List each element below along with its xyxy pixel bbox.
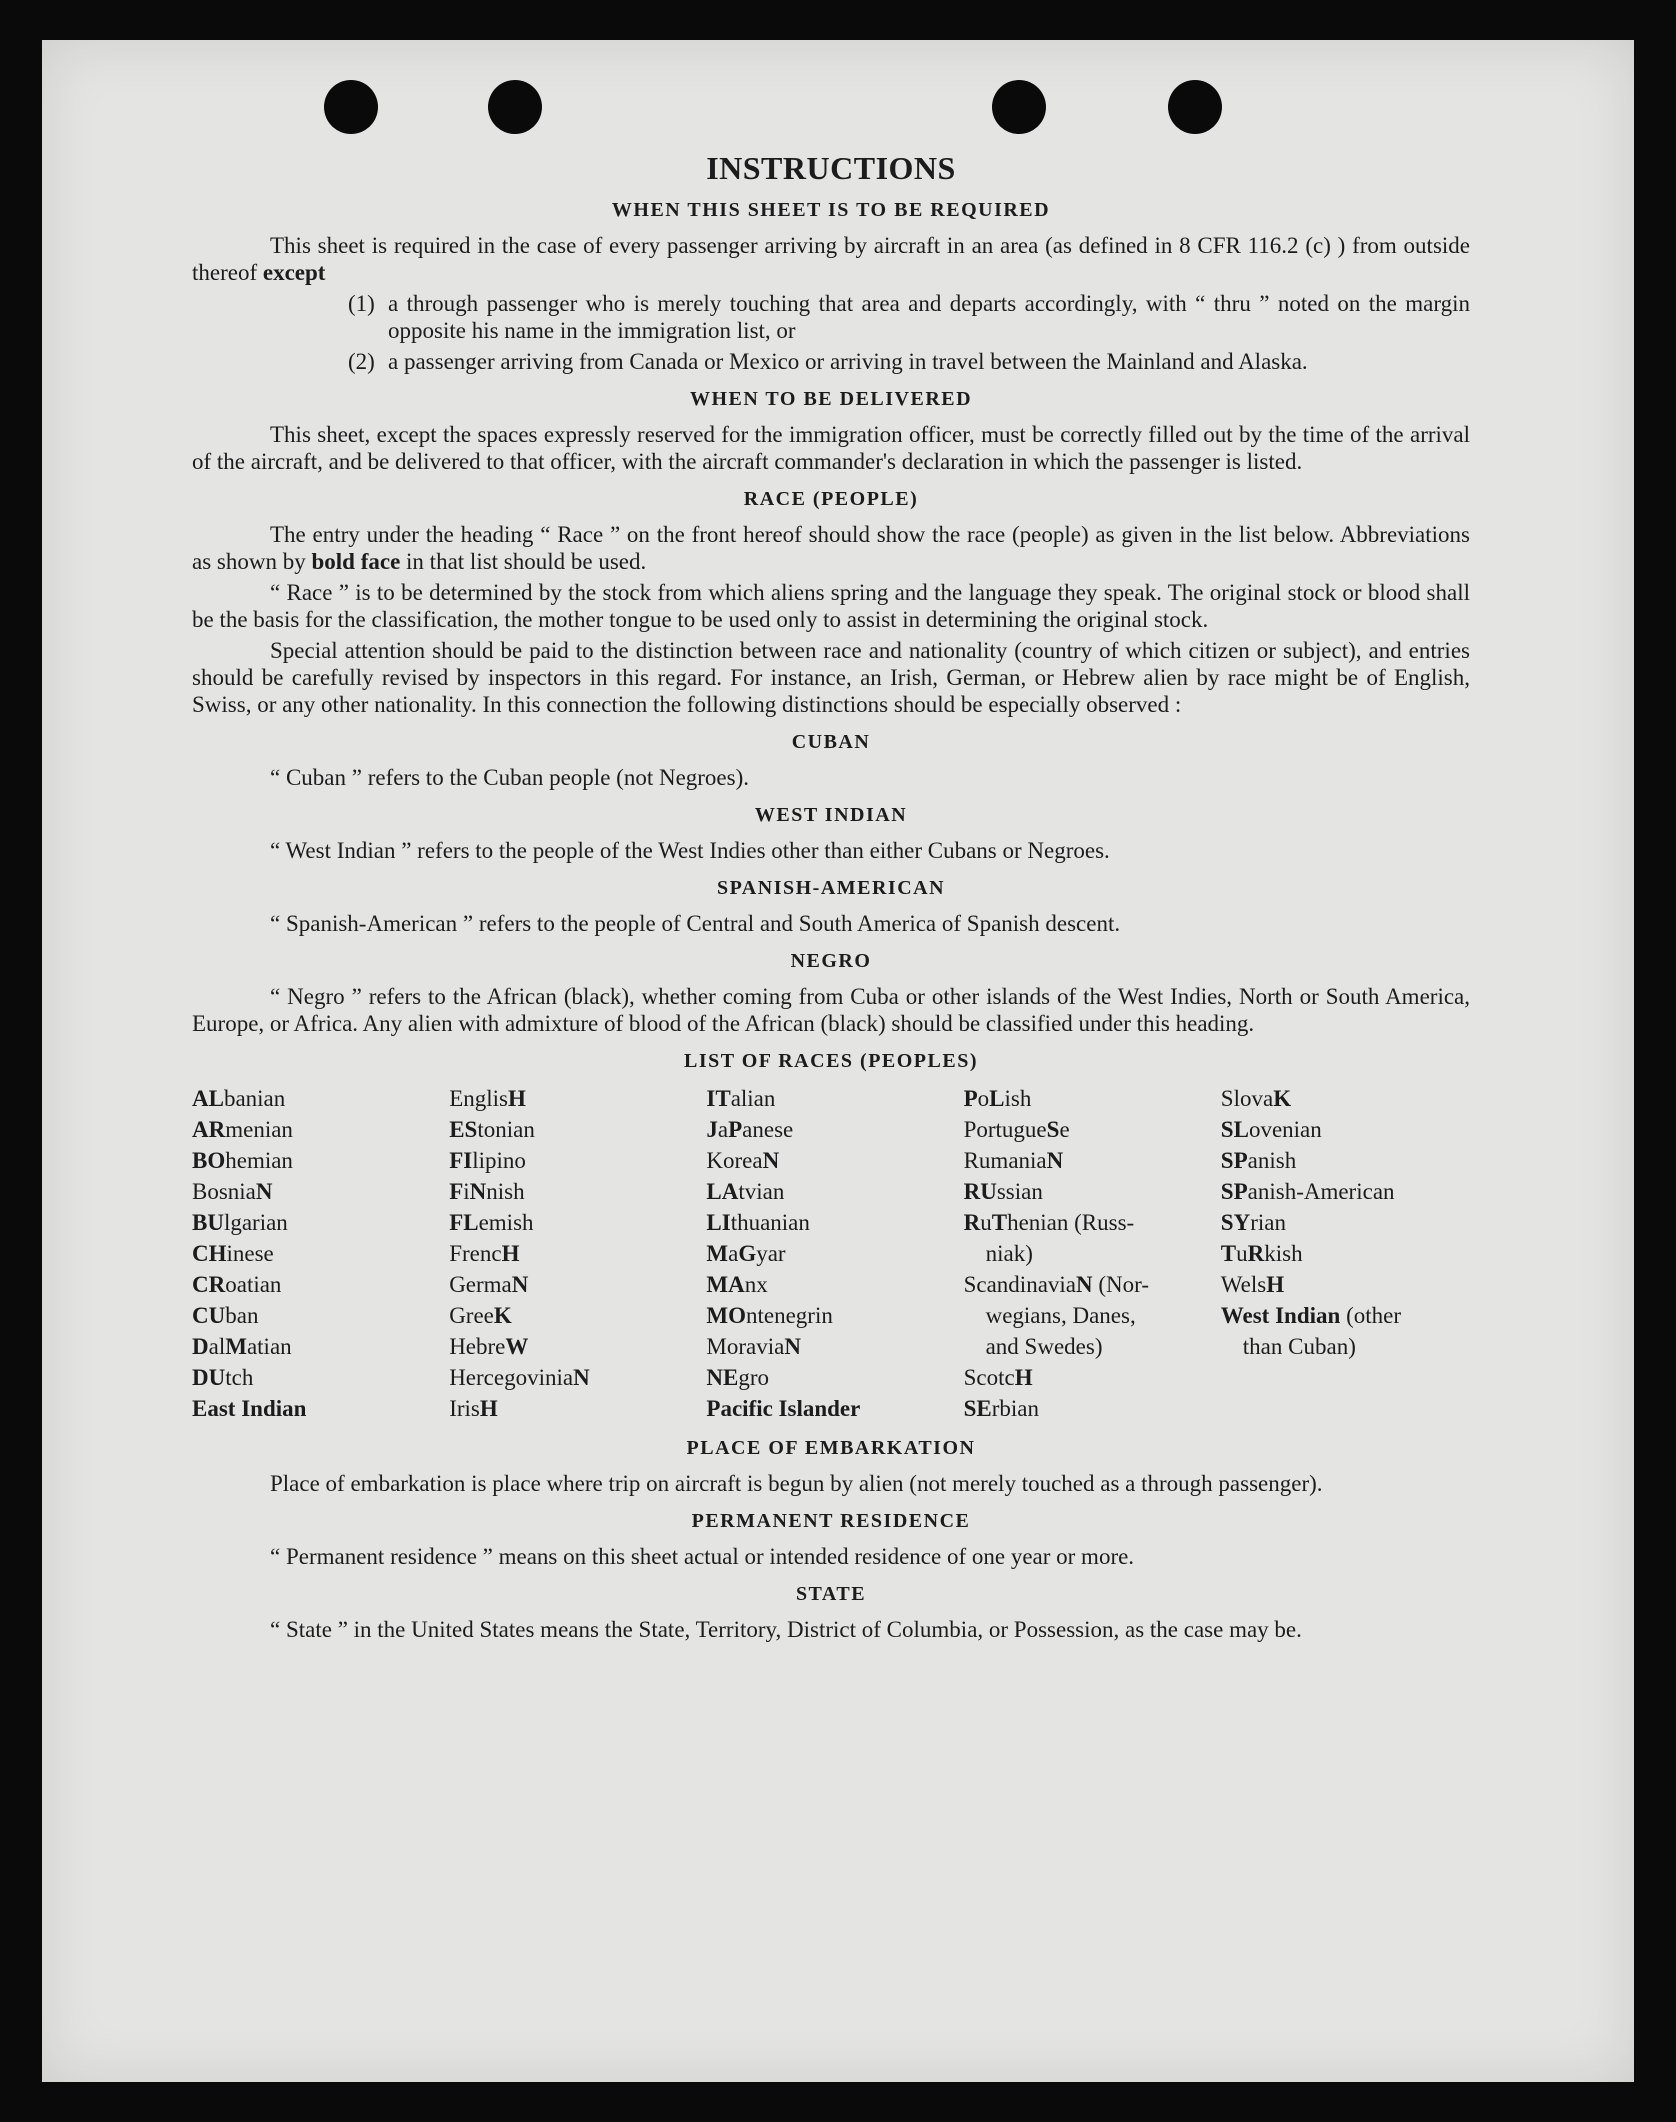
- section-heading: RACE (PEOPLE): [743, 488, 919, 510]
- race-text: o: [977, 1086, 990, 1111]
- abbrev-letters: N: [784, 1334, 801, 1359]
- race-text: a: [728, 1241, 739, 1266]
- race-text: Portugue: [963, 1117, 1047, 1142]
- abbrev-letters: W: [505, 1334, 529, 1359]
- race-entry: [449, 1393, 698, 1424]
- race-text: Iris: [449, 1396, 480, 1421]
- abbrev-letters: LI: [706, 1210, 731, 1235]
- abbrev-letters: H: [479, 1396, 498, 1421]
- race-entry: [1221, 1114, 1470, 1145]
- abbrev-letters: L: [989, 1086, 1005, 1111]
- race-entry: [449, 1362, 698, 1393]
- item-number: (2): [348, 349, 375, 374]
- race-text: Wels: [1220, 1272, 1267, 1297]
- race-entry: [1221, 1269, 1470, 1300]
- race-text: ssian: [996, 1179, 1043, 1204]
- item-text: a passenger arriving from Canada or Mexico or arriving in travel between the Mainland and Alaska.: [388, 349, 1308, 374]
- race-entry: [964, 1269, 1213, 1300]
- race-text: ovenian: [1248, 1117, 1322, 1142]
- race-text: Bosnia: [192, 1179, 256, 1204]
- paragraph: [192, 521, 1470, 575]
- punch-hole: [488, 80, 542, 134]
- race-entry: [449, 1145, 698, 1176]
- abbrev-letters: LA: [706, 1179, 739, 1204]
- punch-hole: [992, 80, 1046, 134]
- abbrev-letters: R: [1247, 1241, 1265, 1266]
- race-text: Gree: [449, 1303, 494, 1328]
- race-entry: [964, 1393, 1213, 1424]
- race-entry: [449, 1114, 698, 1145]
- race-entry: [706, 1393, 955, 1424]
- abbrev-letters: K: [493, 1303, 512, 1328]
- race-entry: [1221, 1083, 1470, 1114]
- race-entry: [1221, 1145, 1470, 1176]
- race-entry: [706, 1331, 955, 1362]
- abbrev-letters: T: [1220, 1241, 1237, 1266]
- abbrev-letters: S: [1046, 1117, 1060, 1142]
- race-entry: [192, 1238, 441, 1269]
- instructions-body: [192, 150, 1470, 1647]
- section-heading: STATE: [795, 1583, 867, 1605]
- race-entry: [449, 1238, 698, 1269]
- race-entry: [192, 1114, 441, 1145]
- race-text: (other: [1340, 1303, 1401, 1328]
- abbrev-letters: DU: [192, 1365, 226, 1390]
- races-column: [192, 1083, 441, 1424]
- race-text: tvian: [738, 1179, 785, 1204]
- race-text: ban: [225, 1303, 259, 1328]
- paragraph: “ Spanish-American ” refers to the people of Central and South America of Spanish descent.: [270, 911, 1121, 936]
- paragraph: Special attention should be paid to the distinction between race and nationality (country of which citizen or subject), and entries should be carefully revised by inspectors in this regard. For instance, an Irish, German, or Hebrew alien by race might be of English, Swiss, or any other nationality. In this connection the following distinctions should be especially observed :: [192, 638, 1470, 717]
- race-entry: [706, 1238, 955, 1269]
- abbrev-letters: CU: [192, 1303, 226, 1328]
- abbrev-letters: East Indian: [192, 1396, 307, 1421]
- abbrev-letters: MA: [706, 1272, 745, 1297]
- race-entry: [449, 1176, 698, 1207]
- race-text: inese: [226, 1241, 274, 1266]
- race-text: gro: [738, 1365, 770, 1390]
- abbrev-letters: CR: [192, 1272, 226, 1297]
- abbrev-letters: BU: [192, 1210, 224, 1235]
- abbrev-letters: M: [225, 1334, 247, 1359]
- list-item: [348, 348, 1470, 375]
- paragraph: “ West Indian ” refers to the people of the West Indies other than either Cubans or Negroes.: [270, 838, 1110, 863]
- abbrev-letters: H: [501, 1241, 520, 1266]
- abbrev-letters: Pacific Islander: [706, 1396, 861, 1421]
- race-text: e: [1059, 1117, 1070, 1142]
- abbrev-letters: H: [1014, 1365, 1033, 1390]
- race-text: Korea: [706, 1148, 763, 1173]
- race-entry: wegians, Danes,: [985, 1303, 1136, 1328]
- race-entry: niak): [985, 1241, 1033, 1266]
- race-text: u: [980, 1210, 992, 1235]
- abbrev-letters: N: [573, 1365, 590, 1390]
- race-text: Englis: [449, 1086, 508, 1111]
- race-text: thuanian: [730, 1210, 810, 1235]
- race-text: oatian: [225, 1272, 282, 1297]
- abbrev-letters: FL: [449, 1210, 479, 1235]
- race-entry: [706, 1176, 955, 1207]
- race-entry: [706, 1362, 955, 1393]
- text: This sheet is required in the case of every passenger arriving by aircraft in an area (as defined in 8 CFR 116.2 (c) ) from outside thereof: [192, 233, 1470, 285]
- paragraph: “ Cuban ” refers to the Cuban people (not Negroes).: [270, 765, 750, 790]
- race-text: Rumania: [963, 1148, 1047, 1173]
- paragraph: “ Race ” is to be determined by the stock from which aliens spring and the language they speak. The original stock or blood shall be the basis for the classification, the mother tongue to be used only to assist in determining the original stock.: [192, 580, 1470, 632]
- abbrev-letters: SY: [1220, 1210, 1251, 1235]
- abbrev-letters: IT: [706, 1086, 731, 1111]
- abbrev-letters: T: [991, 1210, 1008, 1235]
- race-entry: [706, 1269, 955, 1300]
- races-column: [1221, 1083, 1470, 1424]
- abbrev-letters: SP: [1220, 1179, 1248, 1204]
- section-heading: NEGRO: [790, 950, 872, 972]
- paragraph: Place of embarkation is place where trip on aircraft is begun by alien (not merely touched as a through passenger).: [270, 1471, 1323, 1496]
- abbrev-letters: FI: [449, 1148, 473, 1173]
- section-heading: LIST OF RACES (PEOPLES): [683, 1050, 978, 1072]
- abbrev-letters: F: [449, 1179, 464, 1204]
- paragraph: “ Negro ” refers to the African (black), whether coming from Cuba or other islands of the West Indies, North or South America, Europe, or Africa. Any alien with admixture of blood of the African (black) should be classified under this heading.: [192, 984, 1470, 1036]
- race-entry: [449, 1207, 698, 1238]
- abbrev-letters: N: [469, 1179, 487, 1204]
- race-entry: [192, 1145, 441, 1176]
- race-text: alian: [730, 1086, 776, 1111]
- race-entry: [706, 1207, 955, 1238]
- abbrev-letters: G: [738, 1241, 757, 1266]
- race-text: al: [208, 1334, 226, 1359]
- race-text: lgarian: [223, 1210, 288, 1235]
- abbrev-letters: P: [963, 1086, 978, 1111]
- abbrev-letters: AL: [192, 1086, 224, 1111]
- race-entry: [192, 1331, 441, 1362]
- race-entry: [706, 1114, 955, 1145]
- race-text: a: [717, 1117, 729, 1142]
- race-entry: [449, 1300, 698, 1331]
- race-entry: [1221, 1238, 1470, 1269]
- race-text: Frenc: [449, 1241, 502, 1266]
- abbrev-letters: N: [511, 1272, 529, 1297]
- race-entry: [449, 1083, 698, 1114]
- section-heading: SPANISH-AMERICAN: [716, 877, 946, 899]
- page-title: INSTRUCTIONS: [706, 150, 956, 186]
- race-text: Hebre: [449, 1334, 506, 1359]
- race-text: Slova: [1220, 1086, 1274, 1111]
- race-text: ish: [1004, 1086, 1032, 1111]
- race-text: tonian: [477, 1117, 535, 1142]
- punch-hole: [324, 80, 378, 134]
- abbrev-letters: P: [728, 1117, 743, 1142]
- text: The entry under the heading “ Race ” on the front hereof should show the race (people) as given in the list below. Abbreviations as shown by: [192, 522, 1470, 574]
- race-text: lipino: [472, 1148, 526, 1173]
- paragraph: This sheet, except the spaces expressly reserved for the immigration officer, must be correctly filled out by the time of the arrival of the aircraft, and be delivered to that officer, with the aircraft commander's declaration in which the passenger is listed.: [192, 422, 1470, 474]
- abbrev-letters: NE: [706, 1365, 739, 1390]
- race-text: anese: [742, 1117, 794, 1142]
- race-entry: [192, 1207, 441, 1238]
- abbrev-letters: R: [963, 1210, 981, 1235]
- abbrev-letters: J: [706, 1117, 718, 1142]
- race-text: u: [1236, 1241, 1248, 1266]
- abbrev-letters: K: [1273, 1086, 1292, 1111]
- race-text: Moravia: [706, 1334, 785, 1359]
- item-number: (1): [348, 291, 375, 316]
- abbrev-letters: ES: [449, 1117, 478, 1142]
- paragraph: “ Permanent residence ” means on this sheet actual or intended residence of one year or more.: [270, 1544, 1135, 1569]
- race-entry: [192, 1083, 441, 1114]
- section-heading: WHEN TO BE DELIVERED: [689, 388, 973, 410]
- race-text: hemian: [225, 1148, 293, 1173]
- race-entry: [192, 1300, 441, 1331]
- bold-text: bold face: [311, 549, 401, 574]
- abbrev-letters: SL: [1220, 1117, 1249, 1142]
- race-text: i: [463, 1179, 470, 1204]
- race-text: emish: [478, 1210, 534, 1235]
- race-entry: [1221, 1207, 1470, 1238]
- race-entry: [192, 1393, 441, 1424]
- abbrev-letters: MO: [706, 1303, 746, 1328]
- abbrev-letters: M: [706, 1241, 729, 1266]
- race-text: tch: [225, 1365, 254, 1390]
- section-heading: PLACE OF EMBARKATION: [686, 1437, 976, 1459]
- abbrev-letters: West Indian: [1220, 1303, 1341, 1328]
- race-text: nx: [744, 1272, 768, 1297]
- races-column: [449, 1083, 698, 1424]
- abbrev-letters: H: [507, 1086, 526, 1111]
- race-text: Germa: [449, 1272, 512, 1297]
- abbrev-letters: SE: [963, 1396, 992, 1421]
- abbrev-letters: H: [1266, 1272, 1285, 1297]
- abbrev-letters: N: [255, 1179, 273, 1204]
- race-text: banian: [223, 1086, 286, 1111]
- race-entry: [1221, 1176, 1470, 1207]
- race-text: rbian: [991, 1396, 1039, 1421]
- races-column: [706, 1083, 955, 1424]
- abbrev-letters: SP: [1220, 1148, 1248, 1173]
- race-entry: [449, 1269, 698, 1300]
- race-entry: [964, 1176, 1213, 1207]
- races-list: [192, 1083, 1470, 1424]
- race-entry: [964, 1362, 1213, 1393]
- race-text: anish-American: [1247, 1179, 1395, 1204]
- race-text: anish: [1247, 1148, 1297, 1173]
- race-entry: [964, 1207, 1213, 1238]
- abbrev-letters: N: [1076, 1272, 1093, 1297]
- paragraph: “ State ” in the United States means the State, Territory, District of Columbia, or Possession, as the case may be.: [270, 1617, 1302, 1642]
- document-page: [42, 40, 1634, 2082]
- race-text: menian: [225, 1117, 293, 1142]
- race-text: atian: [246, 1334, 292, 1359]
- races-column: [964, 1083, 1213, 1424]
- section-heading: PERMANENT RESIDENCE: [691, 1510, 971, 1532]
- abbrev-letters: CH: [192, 1241, 227, 1266]
- race-text: Hercegovinia: [449, 1365, 574, 1390]
- race-text: henian (Russ-: [1007, 1210, 1135, 1235]
- race-entry: [964, 1114, 1213, 1145]
- text: in that list should be used.: [400, 549, 647, 574]
- race-entry: and Swedes): [985, 1334, 1103, 1359]
- race-text: nish: [486, 1179, 525, 1204]
- paragraph: [192, 232, 1470, 286]
- abbrev-letters: N: [1046, 1148, 1064, 1173]
- item-text: a through passenger who is merely touching that area and departs accordingly, with “ thru ” noted on the margin opposite his name in the immigration list, or: [388, 291, 1470, 343]
- race-entry: [449, 1331, 698, 1362]
- race-entry: [964, 1083, 1213, 1114]
- race-text: ntenegrin: [746, 1303, 833, 1328]
- list-item: [348, 290, 1470, 344]
- abbrev-letters: D: [192, 1334, 209, 1359]
- abbrev-letters: RU: [963, 1179, 997, 1204]
- abbrev-letters: AR: [192, 1117, 226, 1142]
- race-entry: [964, 1145, 1213, 1176]
- race-entry: [706, 1083, 955, 1114]
- race-text: kish: [1264, 1241, 1303, 1266]
- race-text: (Nor-: [1092, 1272, 1150, 1297]
- race-text: rian: [1250, 1210, 1286, 1235]
- section-heading: WHEN THIS SHEET IS TO BE REQUIRED: [611, 199, 1051, 221]
- race-entry: [706, 1300, 955, 1331]
- abbrev-letters: N: [762, 1148, 780, 1173]
- race-text: Scandinavia: [963, 1272, 1076, 1297]
- race-entry: [192, 1269, 441, 1300]
- section-heading: CUBAN: [791, 731, 871, 753]
- section-heading: WEST INDIAN: [754, 804, 908, 826]
- punch-hole: [1168, 80, 1222, 134]
- race-entry: [1221, 1300, 1470, 1331]
- race-entry: [192, 1176, 441, 1207]
- race-entry: [192, 1362, 441, 1393]
- race-entry: than Cuban): [1242, 1334, 1356, 1359]
- bold-text: except: [262, 260, 326, 285]
- abbrev-letters: BO: [192, 1148, 226, 1173]
- race-text: Scotc: [963, 1365, 1015, 1390]
- race-entry: [706, 1145, 955, 1176]
- race-text: yar: [756, 1241, 786, 1266]
